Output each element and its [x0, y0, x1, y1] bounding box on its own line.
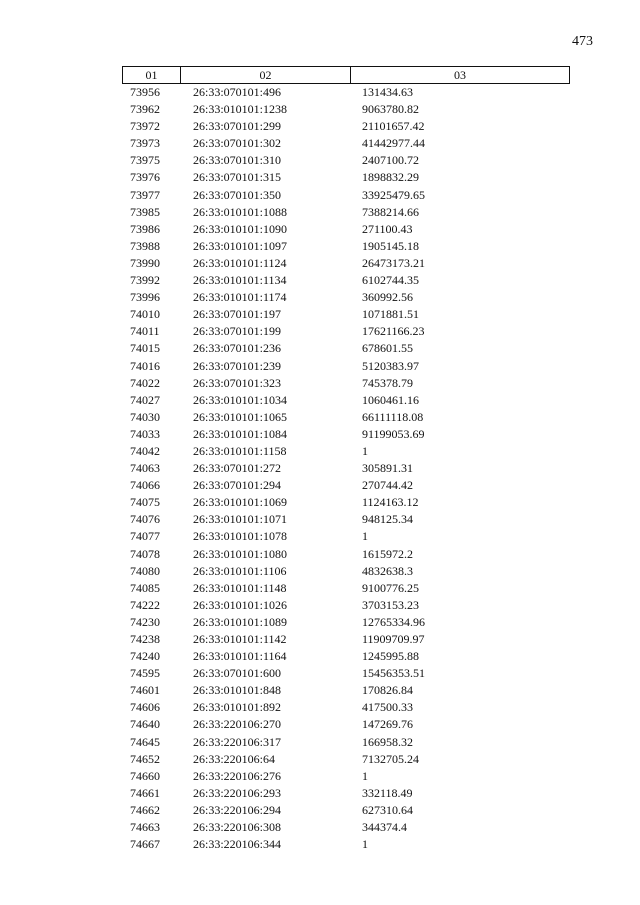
value-cell: 21101657.42 [362, 119, 425, 134]
value-cell: 147269.76 [362, 717, 413, 732]
table-row [0, 426, 640, 443]
cadastral-number-cell: 26:33:070101:272 [193, 461, 282, 476]
row-id-cell: 74663 [130, 820, 160, 835]
value-cell: 33925479.65 [362, 187, 425, 202]
cadastral-number-cell: 26:33:010101:1142 [193, 632, 287, 646]
cadastral-number-cell: 26:33:070101:350 [193, 187, 282, 202]
cadastral-number-cell: 26:33:070101:323 [193, 375, 282, 390]
row-id-cell: 73988 [130, 238, 160, 253]
value-cell: 11909709.97 [362, 632, 425, 646]
row-id-cell: 74076 [130, 512, 160, 527]
table-row [0, 563, 640, 580]
cadastral-number-cell: 26:33:010101:848 [193, 683, 282, 698]
table-row [0, 614, 640, 631]
table-row [0, 187, 640, 204]
cadastral-number-cell: 26:33:010101:1026 [193, 597, 288, 612]
column-header-03: 03 [454, 68, 466, 82]
row-id-cell: 74085 [130, 580, 160, 595]
row-id-cell: 74240 [130, 649, 160, 664]
table-row [0, 546, 640, 563]
row-id-cell: 74238 [130, 632, 160, 646]
cadastral-number-cell: 26:33:010101:1097 [193, 238, 288, 253]
cadastral-number-cell: 26:33:220106:293 [193, 785, 282, 800]
row-id-cell: 74230 [130, 614, 160, 629]
cadastral-number-cell: 26:33:010101:1071 [193, 512, 288, 527]
value-cell: 6102744.35 [362, 273, 419, 288]
table-row [0, 648, 640, 665]
row-id-cell: 74662 [130, 802, 160, 817]
table-row [0, 169, 640, 186]
cadastral-number-cell: 26:33:070101:199 [193, 324, 282, 339]
row-id-cell: 74078 [130, 546, 160, 561]
cadastral-number-cell: 26:33:220106:276 [193, 768, 282, 783]
table-row [0, 819, 640, 836]
value-cell: 1071881.51 [362, 307, 419, 322]
cadastral-number-cell: 26:33:010101:1090 [193, 221, 288, 236]
row-id-cell: 74015 [130, 341, 160, 356]
row-id-cell: 73992 [130, 273, 160, 288]
value-cell: 745378.79 [362, 375, 413, 390]
table-row [0, 135, 640, 152]
row-id-cell: 74063 [130, 461, 160, 476]
cadastral-number-cell: 26:33:010101:1088 [193, 204, 288, 219]
table-row [0, 785, 640, 802]
row-id-cell: 73996 [130, 290, 160, 305]
row-id-cell: 74661 [130, 785, 160, 800]
value-cell: 271100.43 [362, 221, 413, 236]
table-row [0, 375, 640, 392]
cadastral-number-cell: 26:33:070101:496 [193, 85, 282, 99]
row-id-cell: 74667 [130, 837, 160, 852]
value-cell: 948125.34 [362, 512, 413, 527]
cadastral-number-cell: 26:33:070101:315 [193, 170, 282, 185]
value-cell: 332118.49 [362, 785, 413, 800]
cadastral-number-cell: 26:33:010101:1084 [193, 426, 288, 441]
cadastral-number-cell: 26:33:070101:294 [193, 478, 282, 493]
table-row [0, 152, 640, 169]
cadastral-number-cell: 26:33:010101:892 [193, 700, 282, 715]
table-row [0, 409, 640, 426]
table-row [0, 699, 640, 716]
cadastral-number-cell: 26:33:070101:197 [193, 307, 282, 322]
cadastral-number-cell: 26:33:220106:344 [193, 837, 282, 852]
row-id-cell: 74011 [130, 324, 160, 339]
cadastral-number-cell: 26:33:220106:270 [193, 717, 282, 732]
row-id-cell: 73986 [130, 221, 160, 236]
cadastral-number-cell: 26:33:010101:1106 [193, 563, 287, 578]
row-id-cell: 74066 [130, 478, 160, 493]
table-header [122, 66, 570, 84]
cadastral-number-cell: 26:33:070101:299 [193, 119, 282, 134]
value-cell: 9063780.82 [362, 102, 419, 117]
value-cell: 1245995.88 [362, 649, 419, 664]
cadastral-number-cell: 26:33:070101:239 [193, 358, 282, 373]
row-id-cell: 74042 [130, 443, 160, 458]
table-row [0, 802, 640, 819]
value-cell: 2407100.72 [362, 153, 419, 168]
cadastral-number-cell: 26:33:220106:317 [193, 734, 282, 749]
cadastral-number-cell: 26:33:010101:1124 [193, 255, 287, 270]
row-id-cell: 74075 [130, 495, 160, 510]
table-row [0, 306, 640, 323]
cadastral-number-cell: 26:33:010101:1174 [193, 290, 287, 305]
table-row [0, 443, 640, 460]
table-row [0, 204, 640, 221]
table-row [0, 511, 640, 528]
value-cell: 1 [362, 529, 368, 544]
row-id-cell: 74077 [130, 529, 160, 544]
cadastral-number-cell: 26:33:220106:294 [193, 802, 282, 817]
table-row [0, 460, 640, 477]
cadastral-number-cell: 26:33:010101:1069 [193, 495, 288, 510]
table-row [0, 528, 640, 545]
value-cell: 41442977.44 [362, 136, 425, 151]
page-number: 473 [572, 34, 593, 49]
value-cell: 1905145.18 [362, 238, 419, 253]
value-cell: 360992.56 [362, 290, 413, 305]
table-body [0, 84, 640, 853]
cadastral-number-cell: 26:33:220106:308 [193, 820, 282, 835]
table-row [0, 768, 640, 785]
value-cell: 627310.64 [362, 802, 413, 817]
row-id-cell: 74601 [130, 683, 160, 698]
row-id-cell: 73976 [130, 170, 160, 185]
row-id-cell: 73985 [130, 204, 160, 219]
value-cell: 270744.42 [362, 478, 413, 493]
cadastral-number-cell: 26:33:070101:310 [193, 153, 282, 168]
row-id-cell: 73962 [130, 102, 160, 117]
table-row [0, 597, 640, 614]
cadastral-number-cell: 26:33:010101:1134 [193, 273, 287, 288]
table-row [0, 836, 640, 853]
value-cell: 66111118.08 [362, 409, 424, 424]
cadastral-number-cell: 26:33:010101:1065 [193, 409, 288, 424]
row-id-cell: 74010 [130, 307, 160, 322]
row-id-cell: 73975 [130, 153, 160, 168]
row-id-cell: 74660 [130, 768, 160, 783]
row-id-cell: 74030 [130, 409, 160, 424]
value-cell: 1 [362, 443, 368, 458]
table-row [0, 665, 640, 682]
row-id-cell: 73973 [130, 136, 160, 151]
value-cell: 91199053.69 [362, 426, 425, 441]
table-row [0, 631, 640, 648]
value-cell: 417500.33 [362, 700, 413, 715]
cadastral-number-cell: 26:33:070101:236 [193, 341, 282, 356]
cadastral-number-cell: 26:33:010101:1158 [193, 443, 287, 458]
value-cell: 1060461.16 [362, 392, 419, 407]
value-cell: 305891.31 [362, 461, 413, 476]
table-row [0, 238, 640, 255]
table-row [0, 101, 640, 118]
row-id-cell: 74606 [130, 700, 160, 715]
row-id-cell: 74645 [130, 734, 160, 749]
cadastral-number-cell: 26:33:010101:1080 [193, 546, 288, 561]
value-cell: 1124163.12 [362, 495, 419, 510]
value-cell: 7132705.24 [362, 751, 419, 766]
value-cell: 5120383.97 [362, 358, 419, 373]
value-cell: 1898832.29 [362, 170, 419, 185]
value-cell: 7388214.66 [362, 204, 419, 219]
row-id-cell: 74080 [130, 563, 160, 578]
table-row [0, 751, 640, 768]
value-cell: 170826.84 [362, 683, 413, 698]
cadastral-number-cell: 26:33:010101:1089 [193, 614, 288, 629]
value-cell: 9100776.25 [362, 580, 419, 595]
value-cell: 17621166.23 [362, 324, 425, 339]
cadastral-number-cell: 26:33:220106:64 [193, 751, 276, 766]
cadastral-number-cell: 26:33:010101:1238 [193, 102, 288, 117]
column-header-02: 02 [181, 67, 351, 83]
table-row [0, 392, 640, 409]
value-cell: 344374.4 [362, 820, 407, 835]
value-cell: 1 [362, 837, 368, 852]
row-id-cell: 74652 [130, 751, 160, 766]
row-id-cell: 73956 [130, 85, 160, 99]
value-cell: 26473173.21 [362, 255, 425, 270]
row-id-cell: 74595 [130, 666, 160, 681]
value-cell: 15456353.51 [362, 666, 425, 681]
value-cell: 166958.32 [362, 734, 413, 749]
row-id-cell: 73972 [130, 119, 160, 134]
table-row [0, 477, 640, 494]
table-row [0, 272, 640, 289]
row-id-cell: 74022 [130, 375, 160, 390]
row-id-cell: 73990 [130, 255, 160, 270]
table-row [0, 289, 640, 306]
value-cell: 3703153.23 [362, 597, 419, 612]
value-cell: 12765334.96 [362, 614, 425, 629]
table-row [0, 255, 640, 272]
cadastral-number-cell: 26:33:010101:1148 [193, 580, 287, 595]
table-row [0, 221, 640, 238]
table-row [0, 716, 640, 733]
row-id-cell: 74027 [130, 392, 160, 407]
table-row [0, 580, 640, 597]
table-row [0, 323, 640, 340]
cadastral-number-cell: 26:33:010101:1164 [193, 649, 287, 664]
cadastral-number-cell: 26:33:070101:302 [193, 136, 282, 151]
row-id-cell: 74222 [130, 597, 160, 612]
table-row [0, 358, 640, 375]
row-id-cell: 74640 [130, 717, 160, 732]
table-row [0, 118, 640, 135]
value-cell: 4832638.3 [362, 563, 413, 578]
table-row [0, 494, 640, 511]
cadastral-number-cell: 26:33:010101:1078 [193, 529, 288, 544]
table-row [0, 84, 640, 101]
value-cell: 131434.63 [362, 85, 413, 99]
row-id-cell: 74033 [130, 426, 160, 441]
value-cell: 678601.55 [362, 341, 413, 356]
value-cell: 1 [362, 768, 368, 783]
value-cell: 1615972.2 [362, 546, 413, 561]
table-row [0, 682, 640, 699]
cadastral-number-cell: 26:33:010101:1034 [193, 392, 288, 407]
row-id-cell: 74016 [130, 358, 160, 373]
column-header-01: 01 [123, 67, 181, 83]
table-row [0, 734, 640, 751]
table-row [0, 340, 640, 357]
cadastral-number-cell: 26:33:070101:600 [193, 666, 282, 681]
row-id-cell: 73977 [130, 187, 160, 202]
